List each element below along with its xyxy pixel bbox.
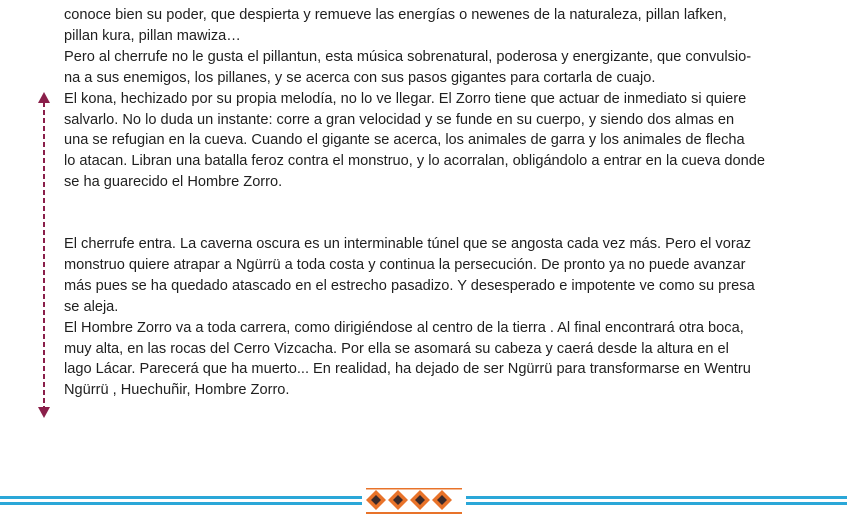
text-line: muy alta, en las rocas del Cerro Vizcacha. Por ella se asomará su cabeza y caerá desde la altura en el xyxy=(64,340,729,357)
text-line: más pues se ha quedado atascado en el estrecho pasadizo. Y desesperado e impotente ve como su presa xyxy=(64,277,755,294)
text-line: El Hombre Zorro va a toda carrera, como dirigiéndose al centro de la tierra . Al final encontrará otra boca, xyxy=(64,319,744,336)
paragraph xyxy=(64,89,792,194)
text-line: pillan kura, pillan mawiza… xyxy=(64,27,241,44)
mapuche-diamond-motif-icon xyxy=(366,488,462,514)
text-line: monstruo quiere atrapar a Ngürrü a toda costa y continua la persecución. De pronto ya no puede avanzar xyxy=(64,256,746,273)
footer-stripe xyxy=(0,496,362,499)
text-line: na a sus enemigos, los pillanes, y se acerca con sus pasos gigantes para cortarla de cuajo. xyxy=(64,69,656,86)
paragraph xyxy=(64,234,792,318)
text-line: Pero al cherrufe no le gusta el pillantun, esta música sobrenatural, poderosa y energizante, que convulsio- xyxy=(64,48,752,65)
text-line: lago Lácar. Parecerá que ha muerto... En realidad, ha dejado de ser Ngürrü para transformarse en Wentru xyxy=(64,361,751,378)
paragraph xyxy=(64,318,792,402)
footer-stripe xyxy=(466,502,847,505)
paragraph xyxy=(64,47,792,89)
text-line: El kona, hechizado por su propia melodía, no lo ve llegar. El Zorro tiene que actuar de inmediato si quiere xyxy=(64,90,747,107)
text-line: conoce bien su poder, que despierta y remueve las energías o newenes de la naturaleza, pillan lafken, xyxy=(64,7,727,23)
double-headed-dashed-arrow-icon xyxy=(37,92,51,418)
text-line: lo atacan. Libran una batalla feroz contra el monstruo, y lo acorralan, obligándolo a entrar en la cueva donde xyxy=(64,153,765,170)
footer-stripe xyxy=(0,502,362,505)
text-line: se aleja. xyxy=(64,298,119,315)
footer-stripe xyxy=(466,496,847,499)
text-line: salvarlo. No lo duda un instante: corre a gran velocidad y se funde en su cuerpo, y siendo dos almas en xyxy=(64,111,735,128)
text-line: se ha guarecido el Hombre Zorro. xyxy=(64,174,283,191)
text-section-upper xyxy=(64,5,792,193)
text-line: una se refugian en la cueva. Cuando el gigante se acerca, los animales de garra y los animales de flecha xyxy=(64,132,745,149)
footer-decorative-band xyxy=(0,488,847,521)
text-line: El cherrufe entra. La caverna oscura es un interminable túnel que se angosta cada vez más. Pero el voraz xyxy=(64,236,752,252)
text-line: Ngürrü , Huechuñir, Hombre Zorro. xyxy=(64,382,290,399)
text-section-lower xyxy=(64,234,792,401)
paragraph xyxy=(64,5,792,47)
